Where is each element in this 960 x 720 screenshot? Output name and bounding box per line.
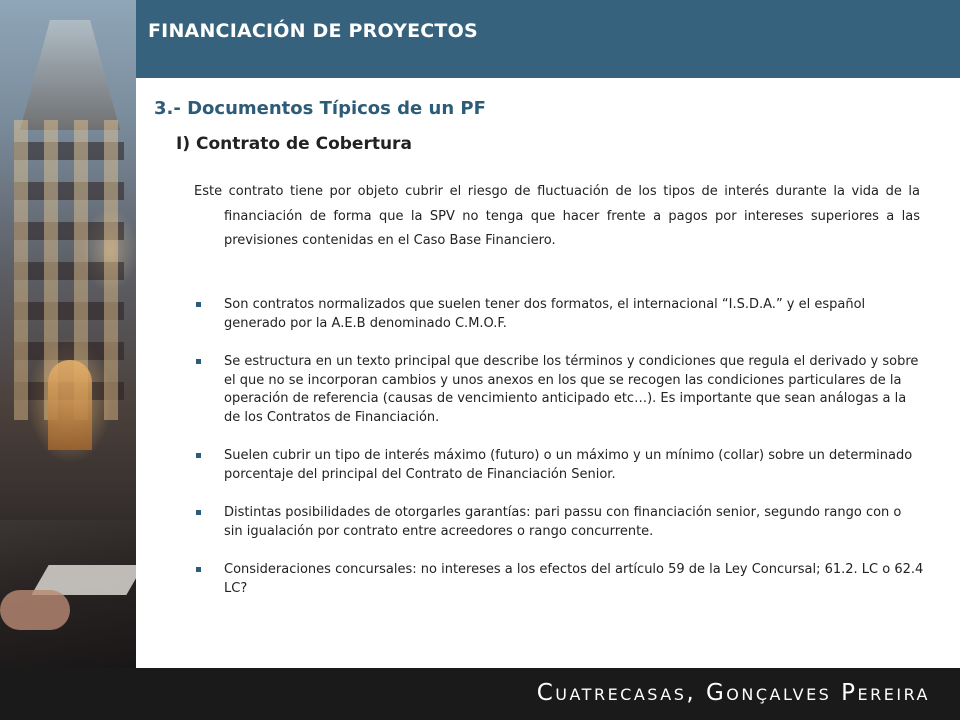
square-bullet-icon — [196, 510, 201, 515]
square-bullet-icon — [196, 453, 201, 458]
square-bullet-icon — [196, 302, 201, 307]
list-item — [194, 296, 924, 333]
square-bullet-icon — [196, 359, 201, 364]
bullet-text: Consideraciones concursales: no intereses a los efectos del artículo 59 de la Ley Concursal; 61.2. LC o 62.4 LC? — [224, 562, 924, 596]
bullet-text: Son contratos normalizados que suelen tener dos formatos, el internacional “I.S.D.A.” y el español generado por la A.E.B denominado C.M.O.F. — [224, 297, 866, 331]
header-bar — [136, 0, 960, 78]
bullet-text: Suelen cubrir un tipo de interés máximo (futuro) o un máximo y un mínimo (collar) sobre un determinado porcentaje del principal del Contrato de Financiación Senior. — [224, 448, 913, 482]
footer-bar — [0, 668, 960, 720]
subsection-title: I) Contrato de Cobertura — [176, 134, 412, 154]
slide-content — [136, 78, 960, 668]
bullet-text: Se estructura en un texto principal que describe los términos y condiciones que regula el derivado y sobre el que no se incorporan cambios y unos anexos en los que se recogen las condiciones particulares de la operación de referencia (causas de vencimiento anticipado etc…). Es importante que sean análogas a la de los Contratos de Financiación. — [224, 354, 919, 425]
list-item — [194, 561, 924, 598]
hand — [0, 590, 70, 630]
building-door — [48, 360, 92, 450]
list-item — [194, 447, 924, 484]
square-bullet-icon — [196, 567, 201, 572]
page-title: FINANCIACIÓN DE PROYECTOS — [148, 20, 478, 42]
building-roof — [20, 20, 120, 130]
section-title: 3.- Documentos Típicos de un PF — [154, 98, 486, 119]
list-item — [194, 353, 924, 427]
intro-paragraph: Este contrato tiene por objeto cubrir el riesgo de fluctuación de los tipos de interés durante la vida de la financiación de forma que la SPV no tenga que hacer frente a pagos por intereses superiores a las previsiones contenidas en el Caso Base Financiero. — [194, 184, 920, 248]
company-logo: Cuatrecasas, Gonçalves Pereira — [536, 680, 930, 706]
building-photo — [0, 0, 136, 668]
bullet-list — [194, 296, 924, 618]
bullet-text: Distintas posibilidades de otorgarles garantías: pari passu con financiación senior, segundo rango con o sin igualación por contrato entre acreedores o rango concurrente. — [224, 505, 902, 539]
list-item — [194, 504, 924, 541]
